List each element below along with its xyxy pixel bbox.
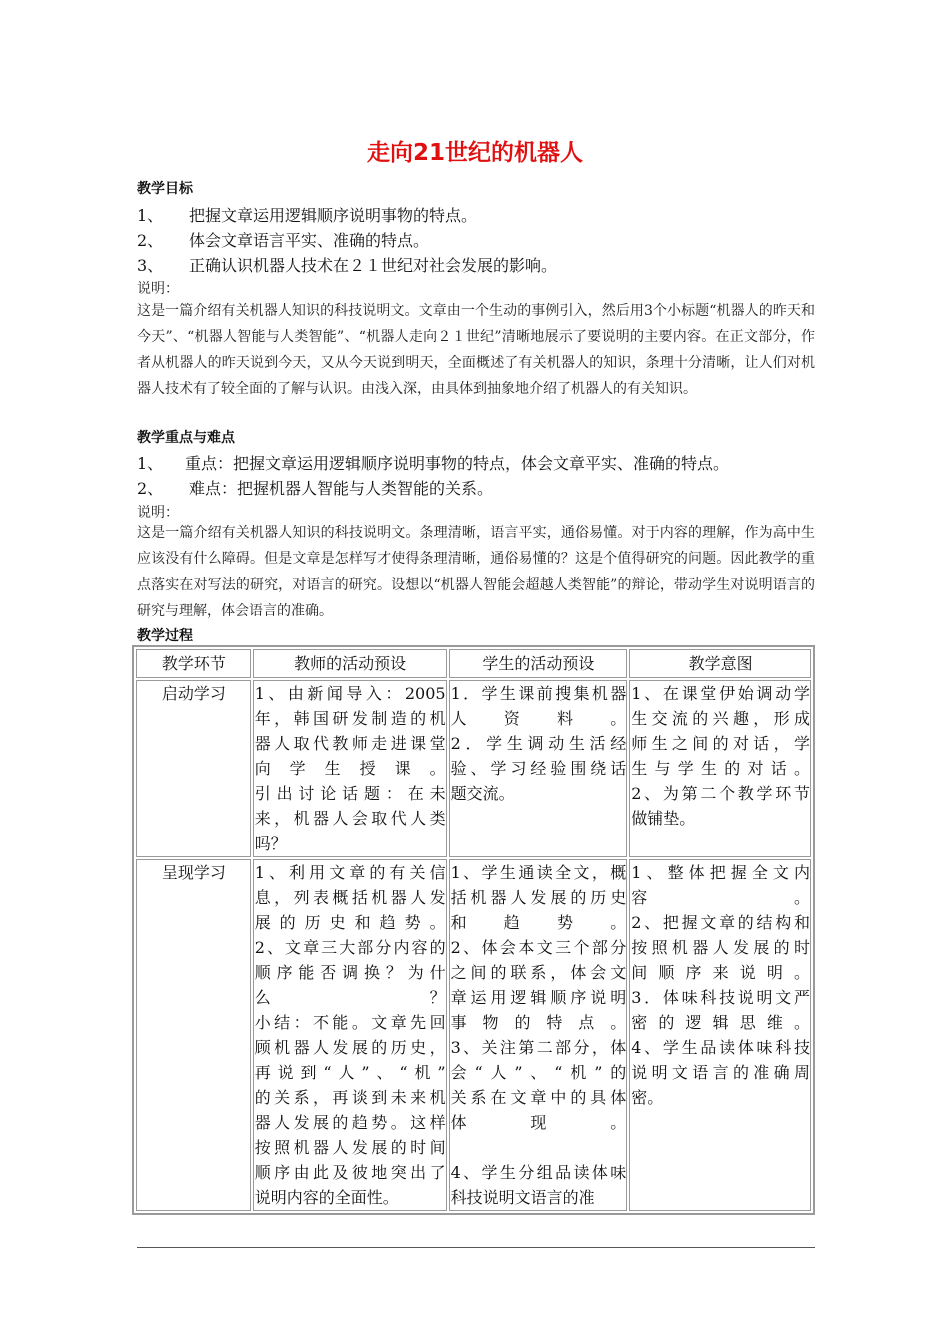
cell-line	[451, 1135, 627, 1160]
teacher-cell	[253, 859, 447, 1211]
cell-line: 息，列表概括机器人发	[254, 888, 446, 907]
cell-line: 的关系，再谈到未来机	[254, 1088, 446, 1107]
cell-line: 做铺垫。	[631, 809, 696, 828]
intent-cell	[629, 680, 811, 857]
cell-line: 1．学生课前搜集机器	[450, 684, 627, 703]
objective-text: 把握文章运用逻辑顺序说明事物的特点。	[189, 206, 478, 225]
column-header: 教学环节	[136, 649, 251, 678]
cell-line: 说明内容的全面性。	[254, 1188, 399, 1207]
cell-line: 么？	[254, 988, 446, 1007]
objective-text: 体会文章语言平实、准确的特点。	[189, 231, 430, 250]
cell-line: 4、学生分组品读体味	[450, 1163, 627, 1182]
objectives-heading: 教学目标	[137, 181, 193, 197]
cell-line: 生与学生的对话。	[631, 759, 810, 778]
cell-line: 向学生授课。	[254, 759, 446, 778]
key-point-item	[137, 476, 493, 499]
table-row	[136, 859, 811, 1211]
objective-number: 1、	[137, 206, 164, 225]
table-header-row	[136, 649, 811, 678]
objectives-note-label: 说明：	[137, 281, 179, 297]
page-title: 走向21世纪的机器人	[366, 140, 583, 166]
objective-text: 正确认识机器人技术在２１世纪对社会发展的影响。	[189, 256, 558, 275]
process-heading: 教学过程	[137, 628, 193, 644]
key-points-note-label: 说明：	[137, 505, 179, 521]
objective-number: 3、	[137, 256, 164, 275]
cell-line: 1、学生通读全文，概	[450, 863, 627, 882]
cell-line: 来，机器人会取代人类	[254, 809, 446, 828]
cell-line: 说明文语言的准确周	[631, 1063, 810, 1082]
process-table	[132, 645, 815, 1215]
cell-line: 生交流的兴趣，形成	[631, 709, 810, 728]
cell-line: 3．体味科技说明文严	[631, 988, 810, 1007]
objective-item	[137, 228, 429, 251]
key-point-text: 难点：把握机器人智能与人类智能的关系。	[189, 479, 494, 498]
cell-line: 间顺序来说明。	[631, 963, 810, 982]
cell-line: 密的逻辑思维。	[631, 1013, 810, 1032]
objective-number: 2、	[137, 231, 164, 250]
student-cell	[449, 680, 628, 857]
cell-line: 密。	[631, 1088, 664, 1107]
cell-line: 顺序能否调换？为什	[254, 963, 446, 982]
key-point-text: 重点：把握文章运用逻辑顺序说明事物的特点，体会文章平实、准确的特点。	[185, 454, 730, 473]
table-row	[136, 680, 811, 857]
teacher-cell	[253, 680, 447, 857]
stage-cell: 呈现学习	[136, 859, 251, 1211]
cell-line: 展的历史和趋势。	[254, 913, 446, 932]
cell-line: 2、为第二个教学环节	[631, 784, 810, 803]
objectives-note: 这是一篇介绍有关机器人知识的科技说明文。文章由一个生动的事例引入，然后用3个小标题“机器人的昨天和今天”、“机器人智能与人类智能”、“机器人走向２１世纪”清晰地展示了要说明的主要内容。在正文部分，作者从机器人的昨天说到今天，又从今天说到明天，全面概述了有关机器人的知识，条理十分清晰，让人们对机器人技术有了较全面的了解与认识。由浅入深，由具体到抽象地介绍了机器人的有关知识。	[137, 303, 815, 397]
cell-line: 1、在课堂伊始调动学	[631, 684, 810, 703]
cell-line: 1、由新闻导入：2005	[254, 684, 446, 703]
cell-line: 体现。	[450, 1113, 627, 1132]
cell-line: 引出讨论话题：在未	[254, 784, 446, 803]
cell-line: 吗？	[254, 834, 287, 853]
cell-line: 器人取代教师走进课堂	[254, 734, 446, 753]
student-cell	[449, 859, 628, 1211]
cell-line: 器人发展的趋势。这样	[254, 1113, 446, 1132]
column-header: 教师的活动预设	[253, 649, 447, 678]
cell-line: 1、利用文章的有关信	[254, 863, 446, 882]
intent-cell	[629, 859, 811, 1211]
cell-line: 师生之间的对话，学	[631, 734, 810, 753]
cell-line: 2、文章三大部分内容的	[254, 938, 446, 957]
cell-line: 科技说明文语言的准	[450, 1188, 595, 1207]
cell-line: 按照机器人发展的时	[631, 938, 810, 957]
cell-line: 顺序由此及彼地突出了	[254, 1163, 446, 1182]
cell-line: 事物的特点。	[450, 1013, 627, 1032]
cell-line: 验、学习经验围绕话	[450, 759, 627, 778]
cell-line: 人资料。	[450, 709, 627, 728]
stage-cell: 启动学习	[136, 680, 251, 857]
key-points-heading: 教学重点与难点	[137, 430, 235, 446]
cell-line: 4、学生品读体味科技	[631, 1038, 810, 1057]
key-point-number: 2、	[137, 479, 164, 498]
objective-item	[137, 253, 557, 276]
cell-line: 和趋势。	[450, 913, 627, 932]
key-point-number: 1、	[137, 454, 164, 473]
cell-line: 3、关注第二部分，体	[450, 1038, 627, 1057]
footer-divider	[137, 1247, 815, 1248]
cell-line: 按照机器人发展的时间	[254, 1138, 446, 1157]
objective-item	[137, 203, 477, 226]
cell-line: 容。	[631, 888, 810, 907]
key-point-item	[137, 451, 729, 474]
cell-line: 2．学生调动生活经	[450, 734, 627, 753]
cell-line: 括机器人发展的历史	[450, 888, 627, 907]
cell-line: 会“人”、“机”的	[450, 1063, 627, 1082]
column-header: 学生的活动预设	[449, 649, 628, 678]
cell-line: 关系在文章中的具体	[450, 1088, 627, 1107]
column-header: 教学意图	[629, 649, 811, 678]
cell-line: 题交流。	[450, 784, 515, 803]
cell-line: 章运用逻辑顺序说明	[450, 988, 627, 1007]
key-points-note: 这是一篇介绍有关机器人知识的科技说明文。条理清晰，语言平实，通俗易懂。对于内容的理解，作为高中生应该没有什么障碍。但是文章是怎样写才使得条理清晰，通俗易懂的？这是个值得研究的问题。因此教学的重点落实在对写法的研究，对语言的研究。设想以“机器人智能会超越人类智能”的辩论，带动学生对说明语言的研究与理解，体会语言的准确。	[137, 525, 815, 619]
cell-line: 年，韩国研发制造的机	[254, 709, 446, 728]
cell-line: 顾机器人发展的历史，	[254, 1038, 446, 1057]
cell-line: 之间的联系，体会文	[450, 963, 627, 982]
cell-line: 再说到“人”、“机”	[254, 1063, 446, 1082]
cell-line: 2、把握文章的结构和	[631, 913, 810, 932]
cell-line: 1、整体把握全文内	[631, 863, 810, 882]
cell-line: 2、体会本文三个部分	[450, 938, 627, 957]
cell-line: 小结：不能。文章先回	[254, 1013, 446, 1032]
